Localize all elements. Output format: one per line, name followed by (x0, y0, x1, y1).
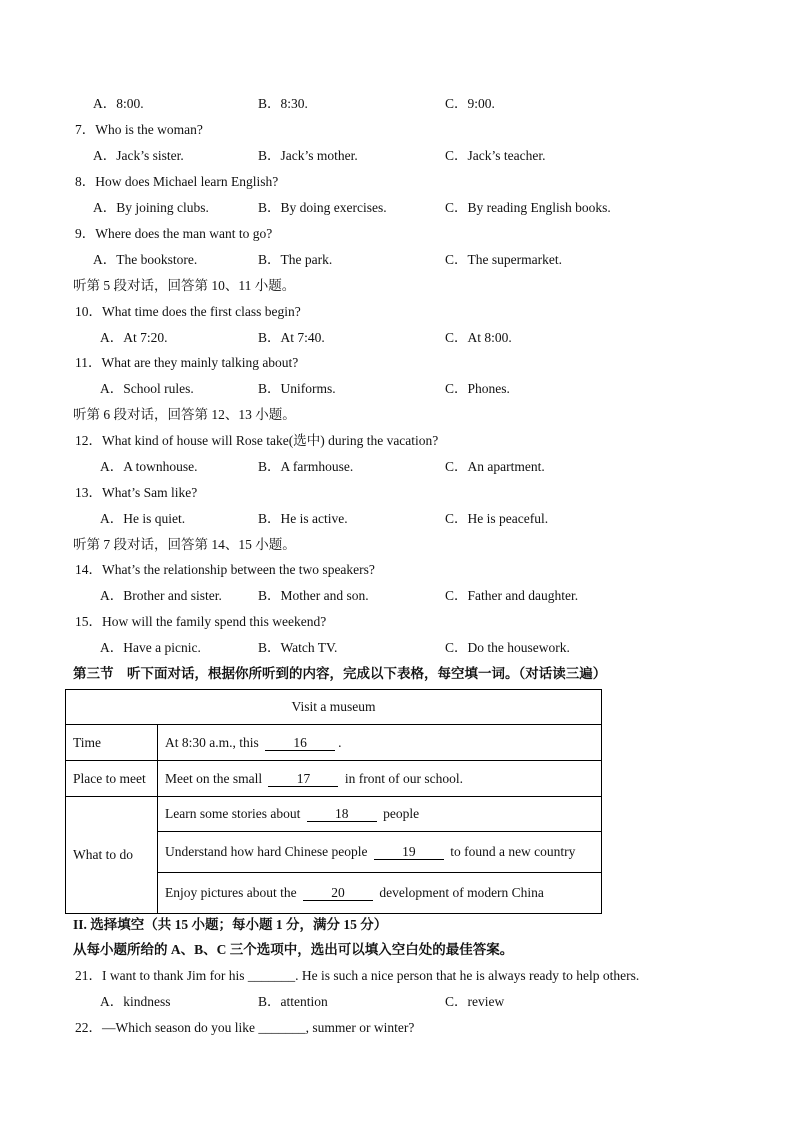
place-end: in front of our school. (344, 770, 463, 786)
section-3-heading: 第三节 听下面对话，根据你所听到的内容，完成以下表格，每空填一词。（对话读三遍） (73, 666, 607, 681)
option-b: B．attention (258, 994, 328, 1009)
question-15-options (0, 639, 800, 657)
question-14-options (0, 587, 800, 605)
table-row (66, 797, 602, 832)
option-c: C．Do the housework. (445, 640, 570, 655)
option-c: C．review (445, 994, 505, 1009)
option-a: A．School rules. (100, 381, 194, 396)
question-9-stem: 9．Where does the man want to go? (75, 226, 273, 241)
blank-18: 18 (307, 806, 377, 822)
blank-16: 16 (265, 735, 335, 751)
place-value-cell (158, 761, 602, 797)
todo-text: Learn some stories about (165, 806, 301, 821)
option-b: B．8:30. (258, 96, 308, 111)
option-b: B．Jack’s mother. (258, 148, 358, 163)
option-b: B．By doing exercises. (258, 200, 387, 215)
todo-cell (158, 873, 602, 914)
question-21-options (0, 993, 800, 1011)
dialogue-7-instruction: 听第 7 段对话，回答第 14、15 小题。 (73, 537, 296, 552)
table-title-row (66, 690, 602, 725)
dialogue-5-instruction: 听第 5 段对话，回答第 10、11 小题。 (73, 278, 296, 293)
question-21-stem: 21．I want to thank Jim for his _______. He is such a nice person that he is always ready to help others. (75, 968, 640, 983)
blank-20: 20 (303, 885, 373, 901)
option-c: C．Father and daughter. (445, 588, 579, 603)
time-text: At 8:30 a.m., this (165, 734, 259, 750)
todo-end: people (383, 806, 420, 821)
part-2-instruction: 从每小题所给的 A、B、C 三个选项中，选出可以填入空白处的最佳答案。 (73, 942, 514, 957)
option-a: A．By joining clubs. (93, 200, 209, 215)
option-c: C．The supermarket. (445, 252, 562, 267)
option-b: B．The park. (258, 252, 333, 267)
question-6-options (0, 95, 800, 113)
todo-end: development of modern China (379, 885, 544, 900)
question-10-stem: 10．What time does the first class begin? (75, 304, 301, 319)
question-13-options (0, 510, 800, 528)
option-b: B．Mother and son. (258, 588, 369, 603)
todo-cell (158, 797, 602, 832)
option-a: A．Brother and sister. (100, 588, 222, 603)
option-a: A．8:00. (93, 96, 144, 111)
question-22-stem: 22．—Which season do you like _______, summer or winter? (75, 1020, 415, 1035)
question-8-options (0, 199, 800, 217)
time-end: . (338, 734, 342, 750)
option-a: A．Have a picnic. (100, 640, 201, 655)
question-8-stem: 8．How does Michael learn English? (75, 174, 279, 189)
option-a: A．The bookstore. (93, 252, 198, 267)
blank-17: 17 (268, 771, 338, 787)
option-a: A．kindness (100, 994, 171, 1009)
option-a: A．Jack’s sister. (93, 148, 184, 163)
question-10-options (0, 329, 800, 347)
option-a: A．He is quiet. (100, 511, 186, 526)
todo-cell (158, 832, 602, 873)
option-b: B．Watch TV. (258, 640, 338, 655)
option-a: A．A townhouse. (100, 459, 198, 474)
blank-19: 19 (374, 844, 444, 860)
part-2-heading: II. 选择填空（共 15 小题；每小题 1 分，满分 15 分） (73, 917, 388, 932)
table-row (66, 725, 602, 761)
option-a: A．At 7:20. (100, 330, 168, 345)
todo-label: What to do (66, 797, 158, 914)
question-12-stem: 12．What kind of house will Rose take(选中) during the vacation? (75, 433, 439, 448)
question-9-options (0, 251, 800, 269)
option-c: C．Phones. (445, 381, 510, 396)
option-c: C．Jack’s teacher. (445, 148, 546, 163)
option-b: B．At 7:40. (258, 330, 325, 345)
todo-text: Understand how hard Chinese people (165, 844, 368, 859)
question-7-options (0, 147, 800, 165)
table-row (66, 761, 602, 797)
question-11-options (0, 380, 800, 398)
dialogue-6-instruction: 听第 6 段对话，回答第 12、13 小题。 (73, 407, 296, 422)
todo-text: Enjoy pictures about the (165, 885, 297, 900)
option-c: C．9:00. (445, 96, 495, 111)
time-label: Time (66, 725, 158, 761)
option-c: C．He is peaceful. (445, 511, 549, 526)
todo-end: to found a new country (450, 844, 576, 859)
option-c: C．An apartment. (445, 459, 545, 474)
question-15-stem: 15．How will the family spend this weekend? (75, 614, 327, 629)
question-13-stem: 13．What’s Sam like? (75, 485, 198, 500)
time-value-cell (158, 725, 602, 761)
place-label: Place to meet (66, 761, 158, 797)
option-c: C．By reading English books. (445, 200, 611, 215)
option-c: C．At 8:00. (445, 330, 512, 345)
question-12-options (0, 458, 800, 476)
option-b: B．Uniforms. (258, 381, 336, 396)
option-b: B．He is active. (258, 511, 348, 526)
question-14-stem: 14．What’s the relationship between the two speakers? (75, 562, 375, 577)
option-b: B．A farmhouse. (258, 459, 354, 474)
question-11-stem: 11．What are they mainly talking about? (75, 355, 299, 370)
question-7-stem: 7．Who is the woman? (75, 122, 203, 137)
museum-visit-table (65, 689, 602, 914)
place-text: Meet on the small (165, 770, 263, 786)
table-title: Visit a museum (66, 690, 602, 725)
